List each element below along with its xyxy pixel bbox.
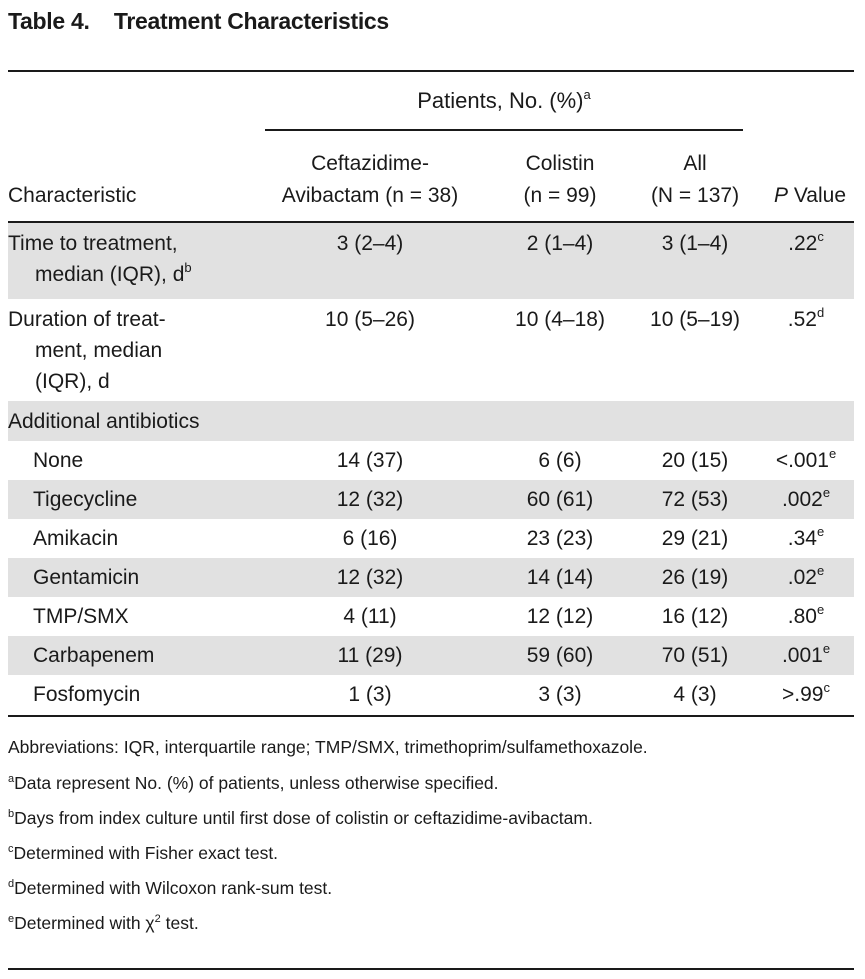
cell-p-value: .02e xyxy=(787,563,825,589)
cell-colistin: 14 (14) xyxy=(526,566,594,589)
group-header-footnote-mark: a xyxy=(583,87,591,102)
cell-ceftazidime: 3 (2–4) xyxy=(336,232,404,255)
cell-colistin: 10 (4–18) xyxy=(515,308,605,331)
cell-colistin: 59 (60) xyxy=(526,644,594,667)
footnote-c: $^c$Determined with Fisher exact test. xyxy=(8,843,279,863)
row-label: Amikacin xyxy=(33,527,119,550)
cell-ceftazidime: 14 (37) xyxy=(336,449,404,472)
cell-colistin: 60 (61) xyxy=(526,488,594,511)
cell-ceftazidime: 10 (5–26) xyxy=(325,308,415,331)
cell-p-value: .34e xyxy=(787,524,825,550)
cell-all: 20 (15) xyxy=(661,449,729,472)
group-header-label: Patients, No. (%) xyxy=(417,88,584,113)
row-label: Fosfomycin xyxy=(33,683,141,706)
table-title: Table 4. Treatment Characteristics xyxy=(8,8,389,34)
footnote-a: $^a$Data represent No. (%) of patients, unless otherwise specified. xyxy=(8,773,499,793)
cell-p-value: .80e xyxy=(787,602,825,628)
footnote-d: $^d$Determined with Wilcoxon rank-sum test. xyxy=(8,878,333,898)
cell-p-value: .001e xyxy=(781,641,831,667)
cell-all: 29 (21) xyxy=(661,527,729,550)
footnote-b: $^b$Days from index culture until first dose of colistin or ceftazidime-avibactam. xyxy=(8,808,593,828)
page-bottom-rule xyxy=(8,968,854,970)
cell-colistin: 2 (1–4) xyxy=(526,232,594,255)
cell-ceftazidime: 12 (32) xyxy=(336,566,404,589)
cell-all: 26 (19) xyxy=(661,566,729,589)
row-label: None xyxy=(33,449,84,472)
cell-all: 72 (53) xyxy=(661,488,729,511)
row-label: Tigecycline xyxy=(33,488,138,511)
cell-all: 70 (51) xyxy=(661,644,729,667)
row-label: TMP/SMX xyxy=(33,605,129,628)
cell-colistin: 12 (12) xyxy=(526,605,594,628)
cell-colistin: 6 (6) xyxy=(538,449,582,472)
cell-all: 4 (3) xyxy=(673,683,717,706)
cell-p-value: >.99$^c$ xyxy=(782,680,830,706)
cell-ceftazidime: 12 (32) xyxy=(336,488,404,511)
header-ceftazidime: Ceftazidime- Avibactam (n = 38) xyxy=(281,152,459,207)
top-rule xyxy=(8,70,854,72)
row-label: Gentamicin xyxy=(33,566,140,589)
header-p-value: P Value xyxy=(774,184,847,207)
cell-p-value: .22$^c$ xyxy=(788,229,824,255)
group-header-rule xyxy=(265,129,743,131)
row-label: Carbapenem xyxy=(33,644,155,667)
cell-colistin: 3 (3) xyxy=(538,683,582,706)
cell-ceftazidime: 4 (11) xyxy=(343,605,397,628)
cell-all: 3 (1–4) xyxy=(661,232,729,255)
footnote-e: $^e$Determined with $\chi^2$ test. xyxy=(8,913,199,933)
footnote-abbreviations: Abbreviations: IQR, interquartile range; TMP/SMX, trimethoprim/sulfamethoxazole. xyxy=(8,737,648,757)
group-header xyxy=(265,88,743,114)
header-colistin: Colistin (n = 99) xyxy=(523,152,597,207)
row-label: Time to treatment, median (IQR), $d^b$ xyxy=(8,232,192,286)
cell-p-value: <.001$^e$ xyxy=(775,446,837,472)
section-label: Additional antibiotics xyxy=(8,410,200,433)
cell-ceftazidime: 6 (16) xyxy=(342,527,398,550)
cell-ceftazidime: 1 (3) xyxy=(348,683,392,706)
header-characteristic: Characteristic xyxy=(8,184,137,207)
bottom-rule xyxy=(8,715,854,717)
cell-p-value: .002e xyxy=(781,485,831,511)
cell-colistin: 23 (23) xyxy=(526,527,594,550)
cell-ceftazidime: 11 (29) xyxy=(337,644,403,667)
cell-all: 16 (12) xyxy=(661,605,729,628)
cell-all: 10 (5–19) xyxy=(650,308,740,331)
row-label: Duration of treat- ment, median (IQR), d xyxy=(8,308,166,393)
cell-p-value: .52$^d$ xyxy=(787,305,825,331)
header-all: All (N = 137) xyxy=(650,152,740,207)
